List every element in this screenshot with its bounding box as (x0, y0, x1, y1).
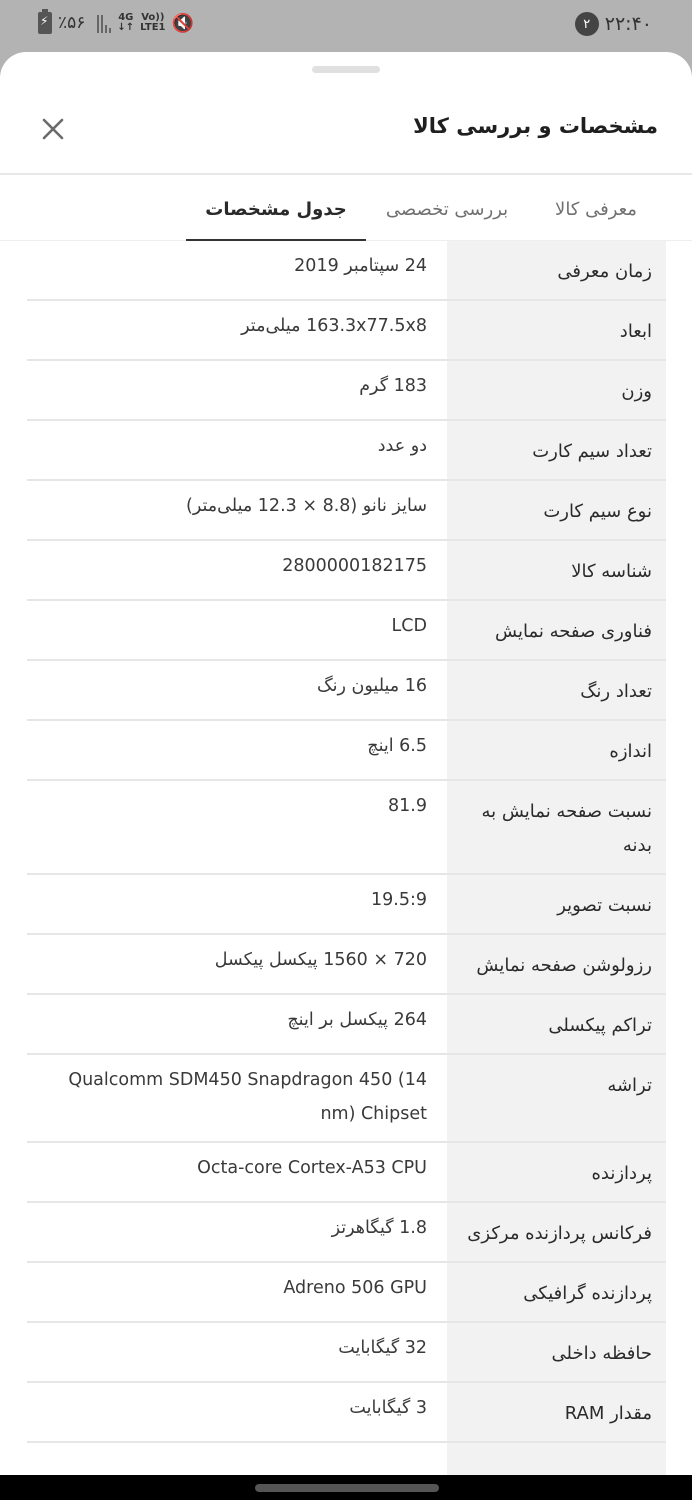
spec-value: سایز نانو (8.8 × 12.3 میلی‌متر) (186, 496, 427, 516)
volte-label: Vo)) (141, 12, 165, 23)
vibrate-mute-icon: 🔇 (171, 12, 194, 34)
network-type-label: 4G (118, 12, 134, 23)
tab-product-intro[interactable] (534, 177, 658, 241)
system-navigation-bar (0, 1475, 692, 1500)
spec-label: تراکم پیکسلی (447, 995, 666, 1053)
spec-label: تعداد رنگ (447, 661, 666, 719)
table-row (27, 661, 666, 721)
spec-value: 720 × 1560 پیکسل پیکسل (214, 950, 427, 970)
table-row (27, 361, 666, 421)
sheet-title: مشخصات و بررسی کالا (413, 114, 658, 138)
drag-handle[interactable] (312, 66, 380, 73)
spec-value (27, 1443, 447, 1475)
table-row (27, 1383, 666, 1443)
spec-label: نسبت صفحه نمایش به بدنه (447, 781, 666, 873)
spec-label: تعداد سیم کارت (447, 421, 666, 479)
table-row (27, 1323, 666, 1383)
spec-label: پردازنده (447, 1143, 666, 1201)
spec-value: Octa-core Cortex-A53 CPU (197, 1158, 427, 1178)
tab-label: بررسی تخصصی (385, 198, 509, 220)
spec-label: زمان معرفی (447, 241, 666, 299)
specs-bottom-sheet (0, 52, 692, 1475)
notification-count-badge: ۲ (575, 12, 599, 36)
spec-label: حافظه داخلی (447, 1323, 666, 1381)
spec-value: 81.9 (388, 796, 427, 816)
network-type-icon (117, 13, 134, 33)
battery-percent: ٪۵۶ (58, 13, 86, 33)
table-row (27, 301, 666, 361)
lte-label: LTE1 (140, 22, 166, 33)
table-row (27, 1055, 666, 1143)
spec-value: 6.5 اینچ (367, 736, 427, 756)
table-row (27, 481, 666, 541)
spec-value: 2800000182175 (282, 556, 427, 576)
battery-icon: ⚡ (38, 12, 52, 34)
table-row (27, 601, 666, 661)
spec-label: فناوری صفحه نمایش (447, 601, 666, 659)
table-row (27, 1203, 666, 1263)
status-bar (0, 0, 692, 52)
tab-label: جدول مشخصات (205, 198, 347, 220)
spec-value: 163.3x77.5x8 میلی‌متر (241, 316, 427, 336)
status-icons (38, 12, 194, 34)
spec-label: نسبت تصویر (447, 875, 666, 933)
tab-bar (0, 177, 692, 241)
spec-value: 32 گیگابایت (338, 1338, 427, 1358)
close-button[interactable] (36, 112, 70, 146)
table-row (27, 541, 666, 601)
close-icon (41, 117, 65, 141)
spec-table (27, 241, 666, 1475)
spec-value: LCD (391, 616, 427, 636)
tab-spec-table[interactable] (186, 177, 366, 241)
table-row (27, 875, 666, 935)
table-row (27, 241, 666, 301)
spec-value: 264 پیکسل بر اینچ (287, 1010, 427, 1030)
table-row (27, 721, 666, 781)
spec-label: نوع سیم کارت (447, 481, 666, 539)
table-row (27, 1143, 666, 1203)
table-row (27, 1263, 666, 1323)
spec-label: وزن (447, 361, 666, 419)
spec-label (447, 1443, 666, 1475)
clock: ۲۲:۴۰ (604, 13, 652, 35)
spec-value: 24 سپتامبر 2019 (294, 256, 427, 276)
spec-label: اندازه (447, 721, 666, 779)
spec-value: 16 میلیون رنگ (316, 676, 427, 696)
spec-value: 183 گرم (359, 376, 427, 396)
spec-label: مقدار RAM (447, 1383, 666, 1441)
tab-expert-review[interactable] (372, 177, 522, 241)
sheet-header (0, 92, 692, 175)
table-row-partial (27, 1443, 666, 1475)
volte-icon (140, 13, 165, 33)
tab-label: معرفی کالا (555, 198, 637, 220)
spec-label: تراشه (447, 1055, 666, 1141)
home-gesture-handle[interactable] (255, 1484, 439, 1492)
spec-value: 19.5:9 (371, 890, 427, 910)
status-clock (575, 12, 652, 36)
table-row (27, 781, 666, 875)
spec-value: 3 گیگابایت (349, 1398, 427, 1418)
spec-value: Qualcomm SDM450 Snapdragon 450 (14 nm) Chipset (68, 1070, 427, 1124)
spec-value: Adreno 506 GPU (283, 1278, 427, 1298)
spec-value: دو عدد (377, 436, 427, 456)
table-row (27, 935, 666, 995)
spec-label: ابعاد (447, 301, 666, 359)
spec-label: رزولوشن صفحه نمایش (447, 935, 666, 993)
spec-label: فرکانس پردازنده مرکزی (447, 1203, 666, 1261)
signal-icon (97, 13, 111, 33)
spec-value: 1.8 گیگاهرتز (331, 1218, 427, 1238)
spec-label: پردازنده گرافیکی (447, 1263, 666, 1321)
table-row (27, 421, 666, 481)
data-arrows-icon: ↓↑ (117, 22, 135, 33)
table-row (27, 995, 666, 1055)
spec-label: شناسه کالا (447, 541, 666, 599)
